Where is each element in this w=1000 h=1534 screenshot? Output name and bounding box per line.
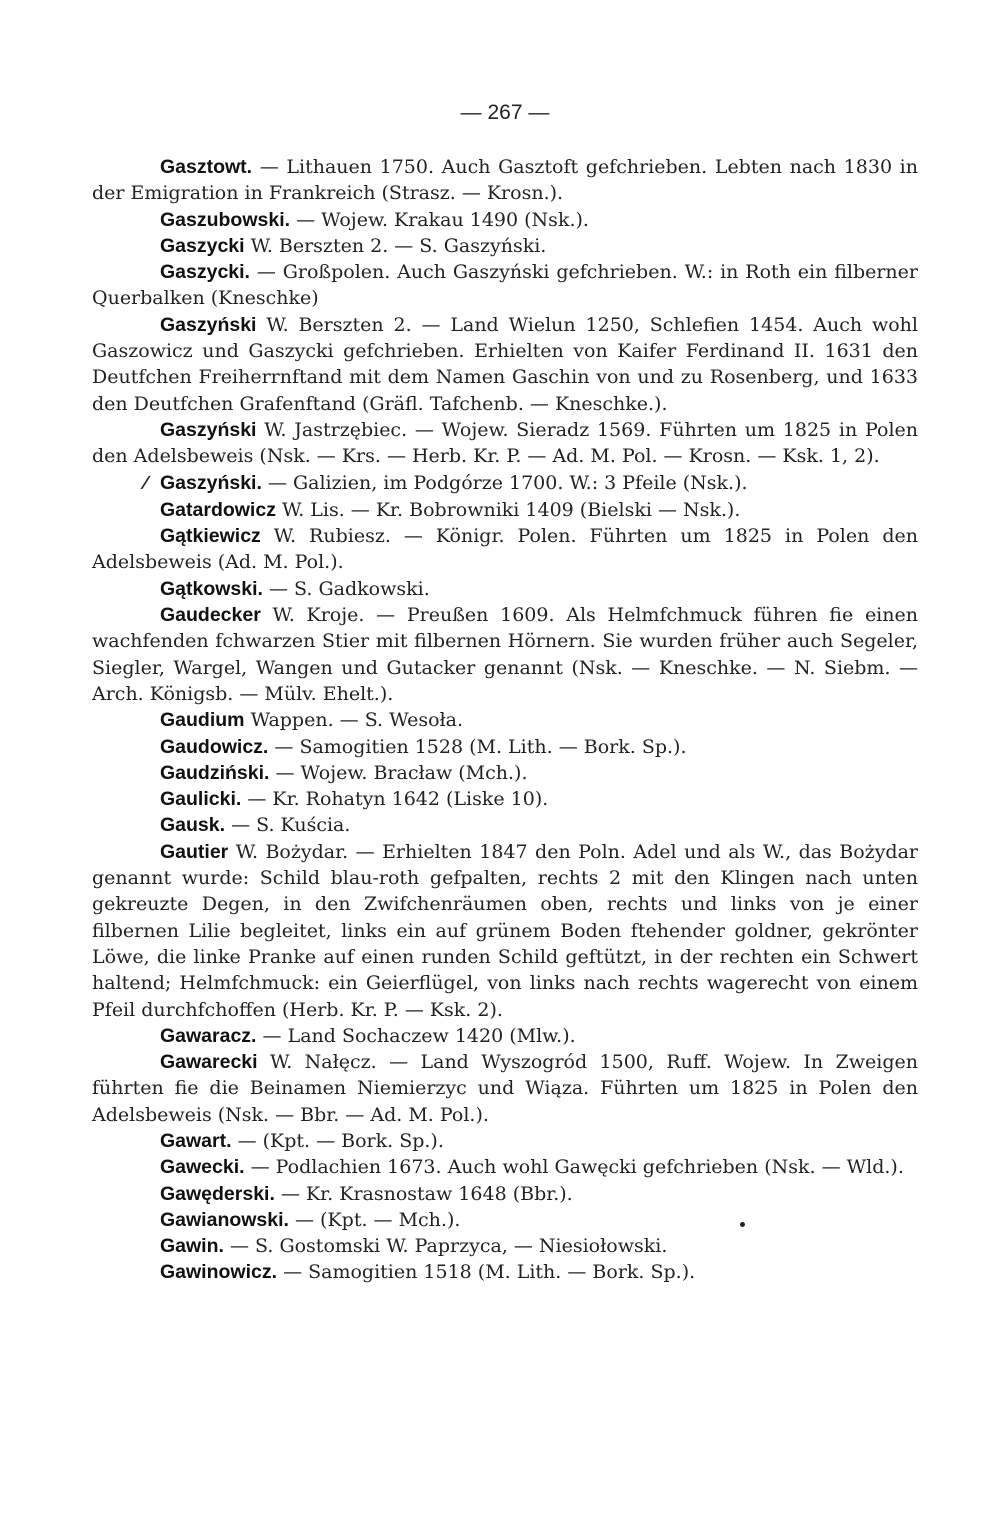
entry-headword: Gątkowski. [160, 577, 263, 600]
entry-headword: Gasztowt. [160, 156, 253, 178]
entry-headword: Gaszyński [160, 418, 257, 441]
entry-text: — Samogitien 1528 (M. Lith. — Bork. Sp.). [274, 735, 687, 758]
entry-text: — Kr. Rohatyn 1642 (Liske 10). [247, 788, 549, 811]
entry-headword: Gaszycki [160, 234, 245, 257]
entry-text: — S. Kuścia. [231, 814, 351, 837]
entry-headword: Gawart. [160, 1129, 232, 1152]
entry-headword: Gawinowicz. [160, 1261, 278, 1284]
entry-text: W. Bożydar. — Erhielten 1847 den Poln. Adel und als W., das Bożydar genannt wurde: Schild blau-roth gefpalten, rechts 2 mit den Klingen nach unten gekreuzte Degen, in den Zwifchenräumen oben, rechts und links von je einer filbernen Lilie begleitet, links ein auf grünem Boden ftehender goldner, gekrönter Löwe, die linke Pranke auf einen runden Schild geftützt, in der rechten ein Schwert haltend; Helmfchmuck: ein Geierflügel, von links nach rechts wagerecht von einem Pfeil durchfchoffen (Herb. Kr. P. — Ksk. 2). [92, 840, 918, 1021]
entry-headword: Gausk. [160, 814, 226, 837]
dictionary-entry [92, 470, 918, 497]
entry-text: — S. Gadkowski. [269, 577, 430, 600]
dictionary-entry [92, 1049, 918, 1128]
dictionary-entry [92, 786, 918, 812]
dictionary-entry [92, 602, 918, 707]
entry-text: W. Berszten 2. — S. Gaszyński. [250, 234, 547, 257]
dictionary-entry [92, 233, 918, 259]
entry-text: W. Berszten 2. — Land Wielun 1250, Schlefien 1454. Auch wohl Gaszowicz und Gaszycki gefchrieben. Erhielten von Kaifer Ferdinand II. 1631 den Deutfchen Freiherrnftand mit dem Namen Gaschin von und zu Rosenberg, und 1633 den Deutfchen Grafenftand (Gräfl. Tafchenb. — Kneschke.). [92, 313, 918, 415]
ink-speck [740, 1222, 745, 1227]
dictionary-entry [92, 1128, 918, 1154]
entry-headword: Gaudowicz. [160, 735, 269, 758]
entry-text: — Kr. Krasnostaw 1648 (Bbr.). [280, 1182, 573, 1205]
dictionary-entry [92, 760, 918, 786]
entry-text: W. Nałęcz. — Land Wyszogród 1500, Ruff. Wojew. In Zweigen führten fie die Beinamen Niemierzyc und Wiąza. Führten um 1825 in Polen den Adelsbeweis (Nsk. — Bbr. — Ad. M. Pol.). [92, 1051, 918, 1126]
entry-headword: Gątkiewicz [160, 525, 261, 548]
entry-text: — Podlachien 1673. Auch wohl Gawęcki gefchrieben (Nsk. — Wld.). [250, 1156, 904, 1179]
dictionary-entry [92, 1233, 918, 1259]
dictionary-entry [92, 1023, 918, 1049]
entry-text: — S. Gostomski W. Paprzyca, — Niesiołowski. [229, 1235, 668, 1258]
dictionary-entry [92, 417, 918, 470]
entry-text: Wappen. — S. Wesoła. [250, 709, 464, 732]
dictionary-entry [92, 576, 918, 602]
dictionary-entry [92, 1181, 918, 1207]
entry-list [92, 154, 918, 1286]
entry-headword: Gawin. [160, 1235, 224, 1258]
dictionary-entry [92, 207, 918, 233]
entry-text: — Großpolen. Auch Gaszyński gefchrieben. W.: in Roth ein filberner Querbalken (Kneschke) [92, 261, 918, 310]
entry-text: — Galizien, im Podgórze 1700. W.: 3 Pfeile (Nsk.). [267, 471, 748, 494]
entry-text: W. Kroje. — Preußen 1609. Als Helmfchmuck führen fie einen wachfenden fchwarzen Stier mit filbernen Hörnern. Sie wurden früher auch Segeler, Siegler, Wargel, Wangen und Gutacker genannt (Nsk. — Kneschke. — N. Siebm. — Arch. Königsb. — Mülv. Ehelt.). [92, 604, 918, 705]
dictionary-entry [92, 734, 918, 760]
dictionary-entry [92, 259, 918, 312]
dictionary-page [92, 100, 918, 1286]
entry-text: W. Lis. — Kr. Bobrowniki 1409 (Bielski — Nsk.). [282, 498, 741, 521]
dictionary-entry [92, 1154, 918, 1180]
dictionary-entry [92, 1259, 918, 1285]
dictionary-entry [92, 707, 918, 733]
entry-text: W. Rubiesz. — Königr. Polen. Führten um 1825 in Polen den Adelsbeweis (Ad. M. Pol.). [92, 525, 918, 574]
dictionary-entry [92, 839, 918, 1023]
entry-text: — Wojew. Krakau 1490 (Nsk.). [296, 208, 589, 231]
entry-headword: Gawaracz. [160, 1024, 257, 1047]
entry-headword: Gaszyński [160, 313, 257, 336]
entry-headword: Gaszycki. [160, 261, 250, 284]
entry-headword: Gaszyński. [160, 471, 262, 494]
entry-headword: Gawęderski. [160, 1182, 275, 1205]
entry-headword: Gawecki. [160, 1156, 245, 1179]
entry-text: — Lithauen 1750. Auch Gasztoft gefchrieben. Lebten nach 1830 in der Emigration in Frankreich (Strasz. — Krosn.). [92, 156, 918, 205]
dictionary-entry [92, 523, 918, 576]
dictionary-entry [92, 1207, 918, 1233]
entry-headword: Gaudziński. [160, 761, 270, 784]
margin-mark: ∕ [144, 472, 148, 494]
entry-text: — Wojew. Bracław (Mch.). [275, 761, 528, 784]
entry-headword: Gaudecker [160, 604, 261, 627]
entry-headword: Gawarecki [160, 1051, 258, 1074]
entry-headword: Gaudium [160, 709, 245, 732]
entry-headword: Gawianowski. [160, 1208, 289, 1231]
entry-headword: Gaulicki. [160, 788, 242, 811]
entry-text: — (Kpt. — Bork. Sp.). [237, 1129, 444, 1152]
entry-headword: Gatardowicz [160, 498, 276, 521]
entry-headword: Gautier [160, 840, 229, 863]
dictionary-entry [92, 312, 918, 417]
dictionary-entry [92, 812, 918, 838]
entry-text: — Samogitien 1518 (M. Lith. — Bork. Sp.). [283, 1261, 696, 1284]
dictionary-entry [92, 497, 918, 523]
entry-headword: Gaszubowski. [160, 208, 291, 231]
entry-text: — Land Sochaczew 1420 (Mlw.). [262, 1024, 576, 1047]
entry-text: W. Jastrzębiec. — Wojew. Sieradz 1569. Führten um 1825 in Polen den Adelsbeweis (Nsk. — Krs. — Herb. Kr. P. — Ad. M. Pol. — Krosn. — Ksk. 1, 2). [92, 418, 919, 468]
page-number: — 267 — [460, 101, 550, 124]
dictionary-entry [92, 154, 918, 207]
entry-text: — (Kpt. — Mch.). [295, 1208, 461, 1231]
